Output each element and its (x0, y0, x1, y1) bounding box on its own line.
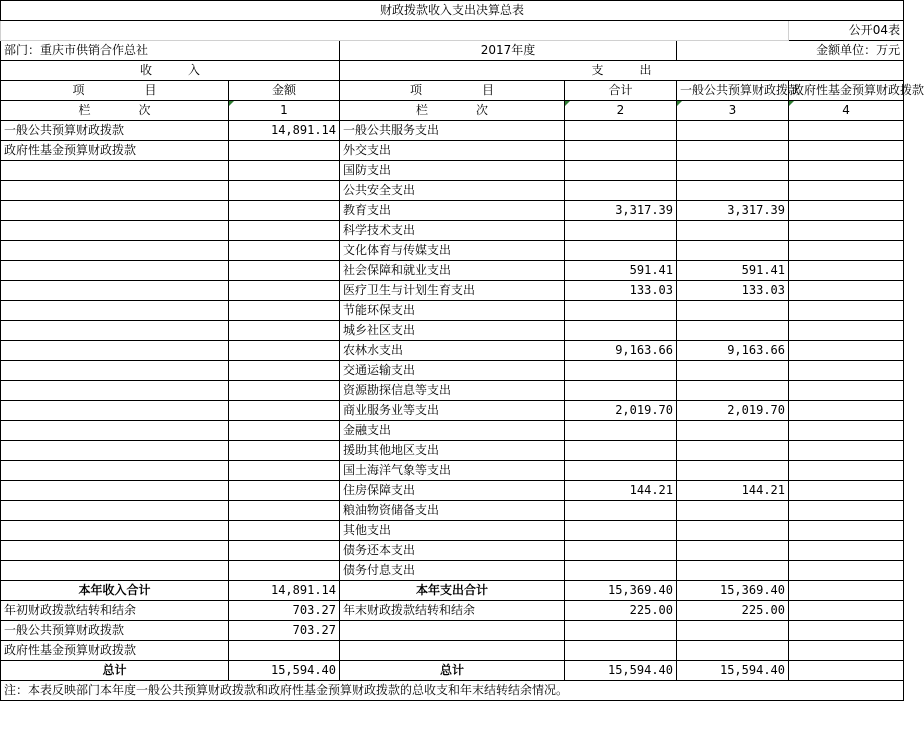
expense-item-name: 教育支出 (340, 201, 565, 221)
expense-item-fund (789, 481, 904, 501)
income-item-amount (229, 141, 340, 161)
grand-expense-fund (789, 661, 904, 681)
expense-item-general (677, 141, 789, 161)
table-row (1, 221, 904, 241)
expense-section-header: 支 出 (340, 61, 904, 81)
income-item-amount (229, 161, 340, 181)
expense-item-name: 医疗卫生与计划生育支出 (340, 281, 565, 301)
expense-total-sum: 15,369.40 (565, 581, 677, 601)
table-row (1, 341, 904, 361)
expense-item-fund (789, 421, 904, 441)
expense-item-general: 9,163.66 (677, 341, 789, 361)
expense-item-fund (789, 321, 904, 341)
expense-item-fund (789, 341, 904, 361)
expense-item-total: 9,163.66 (565, 341, 677, 361)
expense-item-total (565, 161, 677, 181)
expense-item-general: 133.03 (677, 281, 789, 301)
expense-item-general (677, 441, 789, 461)
income-item-amount (229, 301, 340, 321)
grand-income-label: 总计 (1, 661, 229, 681)
expense-item-general (677, 121, 789, 141)
table-row (1, 461, 904, 481)
expense-item-total: 2,019.70 (565, 401, 677, 421)
expense-total-header: 合计 (565, 81, 677, 101)
income-item-name (1, 241, 229, 261)
grand-expense-total: 15,594.40 (565, 661, 677, 681)
income-item-amount (229, 361, 340, 381)
expense-item-name: 外交支出 (340, 141, 565, 161)
income-amount-header: 金额 (229, 81, 340, 101)
grand-expense-label: 总计 (340, 661, 565, 681)
expense-item-fund (789, 501, 904, 521)
income-item-name (1, 321, 229, 341)
report-title: 财政拨款收入支出决算总表 (1, 1, 904, 21)
income-item-amount (229, 421, 340, 441)
expense-item-header: 项 目 (340, 81, 565, 101)
expense-item-name: 金融支出 (340, 421, 565, 441)
expense-item-name: 住房保障支出 (340, 481, 565, 501)
table-row (1, 301, 904, 321)
table-row (1, 181, 904, 201)
expense-item-general: 2,019.70 (677, 401, 789, 421)
carry-end-general: 225.00 (677, 601, 789, 621)
income-item-name (1, 181, 229, 201)
income-item-amount (229, 201, 340, 221)
table-row (1, 381, 904, 401)
income-item-name (1, 361, 229, 381)
carry-begin-general-label: 一般公共预算财政拨款 (1, 621, 229, 641)
expense-item-general (677, 381, 789, 401)
expense-item-total (565, 121, 677, 141)
income-item-amount (229, 321, 340, 341)
expense-item-total (565, 221, 677, 241)
table-row (1, 241, 904, 261)
expense-item-general (677, 301, 789, 321)
expense-item-name: 城乡社区支出 (340, 321, 565, 341)
income-item-amount (229, 381, 340, 401)
expense-item-name: 文化体育与传媒支出 (340, 241, 565, 261)
expense-item-total (565, 421, 677, 441)
income-item-name (1, 481, 229, 501)
expense-item-fund (789, 161, 904, 181)
table-row (1, 441, 904, 461)
expense-item-general (677, 221, 789, 241)
income-item-name (1, 161, 229, 181)
income-item-amount (229, 561, 340, 581)
table-row (1, 541, 904, 561)
table-row (1, 521, 904, 541)
column-index-1: 1 (229, 101, 340, 121)
carry-begin-general-amount: 703.27 (229, 621, 340, 641)
income-item-name (1, 301, 229, 321)
expense-item-general (677, 521, 789, 541)
income-total-amount: 14,891.14 (229, 581, 340, 601)
expense-item-total (565, 561, 677, 581)
income-item-name (1, 501, 229, 521)
carry-begin-fund-amount (229, 641, 340, 661)
expense-item-name: 交通运输支出 (340, 361, 565, 381)
carry-begin-fund-label: 政府性基金预算财政拨款 (1, 641, 229, 661)
expense-item-name: 债务付息支出 (340, 561, 565, 581)
footnote: 注：本表反映部门本年度一般公共预算财政拨款和政府性基金预算财政拨款的总收支和年末结转结余情况。 (1, 681, 904, 701)
expense-item-fund (789, 401, 904, 421)
year-label: 2017年度 (340, 41, 677, 61)
table-row (1, 421, 904, 441)
table-row (1, 121, 904, 141)
expense-item-total (565, 541, 677, 561)
expense-item-general (677, 421, 789, 441)
expense-item-name: 国土海洋气象等支出 (340, 461, 565, 481)
income-item-name (1, 201, 229, 221)
expense-item-general: 3,317.39 (677, 201, 789, 221)
expense-item-general (677, 321, 789, 341)
column-index-3: 3 (677, 101, 789, 121)
expense-item-total (565, 361, 677, 381)
column-index-2: 2 (565, 101, 677, 121)
expense-item-fund (789, 541, 904, 561)
carry-end-fund (789, 601, 904, 621)
grand-income-amount: 15,594.40 (229, 661, 340, 681)
income-item-name (1, 341, 229, 361)
expense-item-total (565, 441, 677, 461)
income-item-name (1, 561, 229, 581)
income-item-amount (229, 221, 340, 241)
income-item-amount (229, 481, 340, 501)
table-row (1, 401, 904, 421)
income-item-header: 项 目 (1, 81, 229, 101)
income-item-amount (229, 341, 340, 361)
income-item-name (1, 441, 229, 461)
expense-item-general (677, 501, 789, 521)
income-item-amount (229, 441, 340, 461)
expense-item-name: 公共安全支出 (340, 181, 565, 201)
expense-item-total: 3,317.39 (565, 201, 677, 221)
expense-item-name: 国防支出 (340, 161, 565, 181)
expense-total-general: 15,369.40 (677, 581, 789, 601)
expense-item-total (565, 241, 677, 261)
expense-item-fund (789, 441, 904, 461)
table-row (1, 201, 904, 221)
table-row (1, 141, 904, 161)
income-item-amount (229, 501, 340, 521)
expense-item-fund (789, 181, 904, 201)
expense-item-name: 农林水支出 (340, 341, 565, 361)
income-item-name (1, 381, 229, 401)
expense-item-fund (789, 141, 904, 161)
carry-end-total: 225.00 (565, 601, 677, 621)
income-item-name (1, 261, 229, 281)
column-index-4: 4 (789, 101, 904, 121)
expense-item-fund (789, 241, 904, 261)
expense-item-general (677, 181, 789, 201)
expense-item-name: 援助其他地区支出 (340, 441, 565, 461)
expense-item-total (565, 501, 677, 521)
unit-label: 金额单位：万元 (677, 41, 904, 61)
expense-item-general (677, 461, 789, 481)
carry-begin-amount: 703.27 (229, 601, 340, 621)
table-row (1, 481, 904, 501)
carry-end-label: 年末财政拨款结转和结余 (340, 601, 565, 621)
income-item-name: 政府性基金预算财政拨款 (1, 141, 229, 161)
expense-item-general (677, 241, 789, 261)
expense-item-total: 591.41 (565, 261, 677, 281)
expense-item-general (677, 561, 789, 581)
expense-item-total (565, 301, 677, 321)
expense-item-name: 资源勘探信息等支出 (340, 381, 565, 401)
department-label: 部门：重庆市供销合作总社 (1, 41, 340, 61)
expense-item-total (565, 521, 677, 541)
table-row (1, 361, 904, 381)
expense-item-general (677, 541, 789, 561)
expense-item-total: 133.03 (565, 281, 677, 301)
grand-expense-general: 15,594.40 (677, 661, 789, 681)
expense-general-header: 一般公共预算财政拨款 (677, 81, 789, 101)
expense-item-fund (789, 521, 904, 541)
income-item-name (1, 221, 229, 241)
income-item-amount (229, 241, 340, 261)
income-section-header: 收 入 (1, 61, 340, 81)
expense-item-general: 591.41 (677, 261, 789, 281)
table-row (1, 321, 904, 341)
carry-begin-label: 年初财政拨款结转和结余 (1, 601, 229, 621)
expense-item-fund (789, 261, 904, 281)
expense-item-name: 债务还本支出 (340, 541, 565, 561)
expense-item-fund (789, 281, 904, 301)
income-item-name (1, 521, 229, 541)
expense-item-general (677, 361, 789, 381)
expense-item-name: 一般公共服务支出 (340, 121, 565, 141)
income-item-name (1, 421, 229, 441)
expense-item-total (565, 321, 677, 341)
expense-item-fund (789, 121, 904, 141)
table-row (1, 501, 904, 521)
table-row (1, 161, 904, 181)
column-index-label-2: 栏 次 (340, 101, 565, 121)
expense-item-name: 节能环保支出 (340, 301, 565, 321)
expense-item-fund (789, 361, 904, 381)
expense-item-name: 粮油物资储备支出 (340, 501, 565, 521)
table-row (1, 281, 904, 301)
expense-item-name: 科学技术支出 (340, 221, 565, 241)
expense-total-fund (789, 581, 904, 601)
expense-item-general: 144.21 (677, 481, 789, 501)
income-item-amount (229, 541, 340, 561)
form-code: 公开04表 (789, 21, 904, 41)
expense-item-total: 144.21 (565, 481, 677, 501)
expense-item-total (565, 181, 677, 201)
expense-item-total (565, 461, 677, 481)
income-item-amount (229, 261, 340, 281)
income-item-name (1, 401, 229, 421)
column-index-label: 栏 次 (1, 101, 229, 121)
table-row (1, 561, 904, 581)
table-row (1, 261, 904, 281)
expense-item-fund (789, 381, 904, 401)
income-item-name (1, 461, 229, 481)
income-item-amount (229, 401, 340, 421)
income-total-label: 本年收入合计 (1, 581, 229, 601)
expense-item-total (565, 381, 677, 401)
income-item-name (1, 541, 229, 561)
income-item-name: 一般公共预算财政拨款 (1, 121, 229, 141)
income-item-name (1, 281, 229, 301)
income-item-amount (229, 281, 340, 301)
expense-item-fund (789, 301, 904, 321)
income-item-amount: 14,891.14 (229, 121, 340, 141)
expense-item-name: 商业服务业等支出 (340, 401, 565, 421)
expense-item-general (677, 161, 789, 181)
expense-item-name: 社会保障和就业支出 (340, 261, 565, 281)
income-item-amount (229, 521, 340, 541)
expense-item-total (565, 141, 677, 161)
expense-total-label: 本年支出合计 (340, 581, 565, 601)
expense-item-fund (789, 561, 904, 581)
expense-item-name: 其他支出 (340, 521, 565, 541)
income-item-amount (229, 461, 340, 481)
expense-fund-header: 政府性基金预算财政拨款 (789, 81, 904, 101)
income-item-amount (229, 181, 340, 201)
expense-item-fund (789, 221, 904, 241)
expense-item-fund (789, 461, 904, 481)
expense-item-fund (789, 201, 904, 221)
